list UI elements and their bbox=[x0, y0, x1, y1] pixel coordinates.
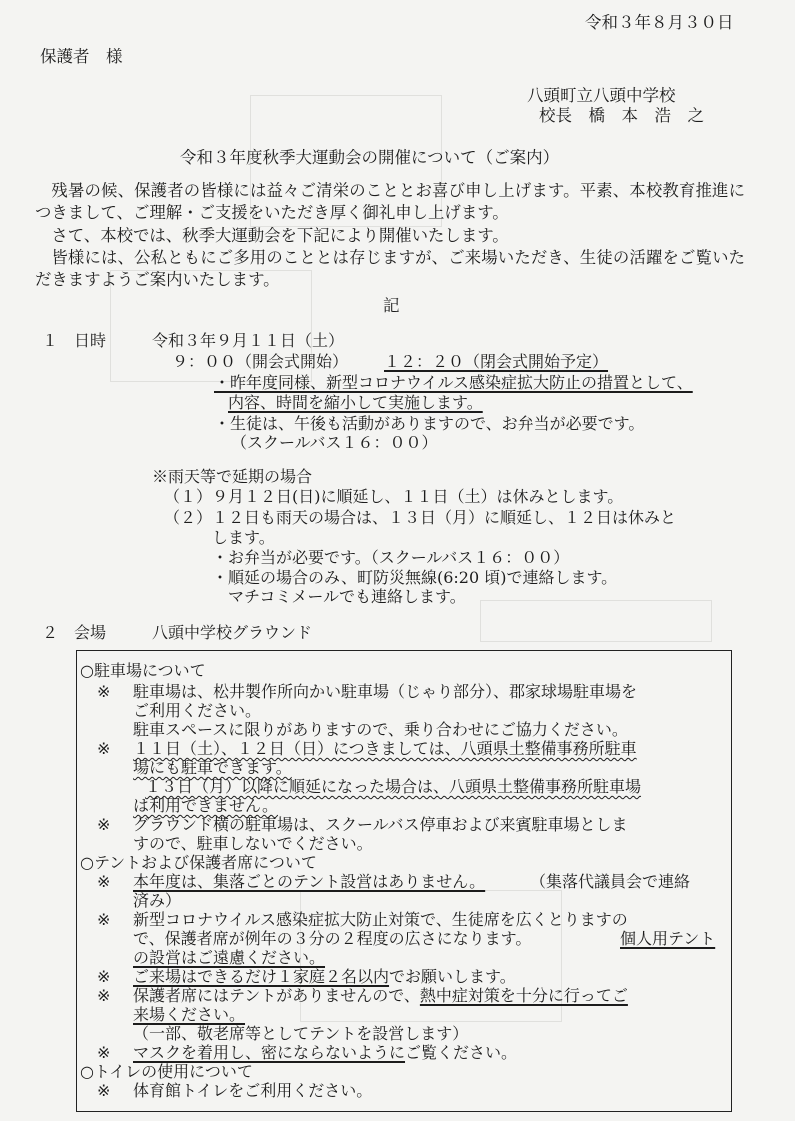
rain-heading: ※雨天等で延期の場合 bbox=[152, 467, 313, 486]
note-lunch: ・生徒は、午後も活動がありますので、お弁当が必要です。 bbox=[214, 414, 645, 433]
intro-paragraph: 残暑の候、保護者の皆様には益々ご清栄のこととお喜び申し上げます。平素、本校教育推進につきまして、ご理解・ご支援をいただき厚く御礼申し上げます。 bbox=[35, 181, 745, 223]
opening-time: ９：００（開会式開始） bbox=[172, 352, 349, 371]
bleed-through-frame bbox=[480, 600, 712, 642]
parking-note-2-extra-cont: は利用できません。 bbox=[133, 796, 278, 815]
note-covid-line2: 内容、時間を縮小して実施します。 bbox=[228, 393, 483, 412]
tent-note-2-end: の設営はご遠慮ください。 bbox=[133, 948, 326, 967]
parking-note-2-cont: 場にも駐車できます。 bbox=[133, 758, 292, 777]
intro-text bbox=[35, 180, 745, 292]
document-date: 令和３年８月３０日 bbox=[585, 13, 734, 32]
tent-note-2-cont: で、保護者席が例年の３分の２程度の広さになります。 bbox=[133, 929, 532, 948]
mask-note bbox=[133, 1043, 517, 1064]
kome-mark: ※ bbox=[97, 1081, 111, 1100]
kome-mark: ※ bbox=[97, 872, 111, 891]
parking-heading: ○駐車場について bbox=[80, 661, 206, 680]
event-date: 令和３年９月１１日（土） bbox=[152, 331, 345, 350]
tent-heading: ○テントおよび保護者席について bbox=[80, 853, 317, 872]
parking-note-2-extra: １３日（月）以降に順延になった場合は、八頭県土整備事務所駐車場 bbox=[145, 777, 642, 796]
toilet-heading: ○トイレの使用について bbox=[80, 1062, 253, 1081]
heat-note-cont: 来場ください。 bbox=[133, 1005, 246, 1024]
tent-note-2: 新型コロナウイルス感染症拡大防止対策で、生徒席を広くとりますの bbox=[133, 910, 628, 929]
kome-mark: ※ bbox=[97, 739, 111, 758]
parking-note-1: 駐車場は、松井製作所向かい駐車場（じゃり部分）、郡家球場駐車場を bbox=[133, 682, 638, 701]
venue: 八頭中学校グラウンド bbox=[152, 623, 313, 642]
visitor-note-a: ご来場はできるだけ bbox=[133, 967, 278, 986]
intro-paragraph: 皆様には、公私ともにご多用のこととは存じますが、ご来場いただき、生徒の活躍をご覧いただきますようご案内いたします。 bbox=[35, 247, 745, 290]
recipient: 保護者 様 bbox=[40, 47, 123, 66]
section-2-label: ２ 会場 bbox=[42, 623, 107, 642]
rain-note-lunch: ・お弁当が必要です。（スクールバス１６：００） bbox=[212, 548, 570, 567]
note-bus: （スクールバス１６：００） bbox=[231, 433, 438, 452]
heat-note bbox=[133, 986, 628, 1007]
heat-note-a: 保護者席にはテントがありませんので、 bbox=[133, 986, 420, 1005]
parking-note-3-cont: すので、駐車しないでください。 bbox=[133, 834, 373, 853]
tent-note-1-aside: （集落代議員会で連絡 bbox=[530, 872, 691, 891]
heat-note-b: 熱中症対策を十分に行ってご bbox=[419, 986, 628, 1005]
visitor-note-c: でお願いします。 bbox=[389, 967, 516, 986]
kome-mark: ※ bbox=[97, 910, 111, 929]
toilet-note: 体育館トイレをご利用ください。 bbox=[133, 1081, 373, 1100]
rain-note-mail: マチコミメールでも連絡します。 bbox=[228, 587, 466, 606]
kome-mark: ※ bbox=[97, 967, 111, 986]
rain-item-1: （１）９月１２日(日)に順延し、１１日（土）は休みとします。 bbox=[164, 487, 624, 506]
parking-note-2: １１日（土）、１２日（日）につきましては、八頭県土整備事務所駐車 bbox=[133, 739, 637, 758]
tent-note-2-personal: 個人用テント bbox=[620, 929, 716, 948]
rain-note-radio: ・順延の場合のみ、町防災無線(6:20 頃)で連絡します。 bbox=[212, 568, 618, 587]
tent-note-1: 本年度は、集落ごとのテント設営はありません。 bbox=[133, 872, 486, 891]
note-covid-line1: ・昨年度同様、新型コロナウイルス感染症拡大防止の措置として、 bbox=[214, 373, 693, 392]
kome-mark: ※ bbox=[97, 682, 111, 701]
kome-mark: ※ bbox=[97, 986, 111, 1005]
tent-note-1-cont: 済み） bbox=[133, 891, 182, 910]
kome-mark: ※ bbox=[97, 815, 111, 834]
kome-mark: ※ bbox=[97, 1043, 111, 1062]
parking-note-1-extra: 駐車スペースに限りがありますので、乗り合わせにご協力ください。 bbox=[133, 720, 628, 739]
document-title: 令和３年度秋季大運動会の開催について（ご案内） bbox=[180, 148, 560, 167]
rain-item-2-cont: します。 bbox=[212, 528, 275, 547]
parking-note-1-cont: ご利用ください。 bbox=[133, 701, 262, 720]
heat-note-tent: （一部、敬老席等としてテントを設営します） bbox=[133, 1024, 469, 1043]
mask-note-b: ご覧ください。 bbox=[405, 1043, 518, 1062]
mask-note-a: マスクを着用し、密にならないように bbox=[133, 1043, 406, 1062]
ki-heading: 記 bbox=[383, 296, 400, 315]
intro-paragraph: さて、本校では、秋季大運動会を下記により開催いたします。 bbox=[51, 225, 509, 245]
visitor-note-limit: １家庭２名以内 bbox=[277, 967, 390, 986]
rain-item-2: （２）１２日も雨天の場合は、１３日（月）に順延し、１２日は休みと bbox=[164, 508, 677, 527]
parking-note-3: グラウンド横の駐車場は、スクールバス停車および来賓駐車場としま bbox=[133, 815, 628, 834]
closing-time: １２：２０（閉会式開始予定） bbox=[384, 352, 609, 371]
visitor-note bbox=[133, 967, 516, 988]
school-name: 八頭町立八頭中学校 bbox=[527, 86, 676, 105]
principal-name: 校長 橋 本 浩 之 bbox=[539, 106, 704, 125]
section-1-label: １ 日時 bbox=[42, 331, 107, 350]
